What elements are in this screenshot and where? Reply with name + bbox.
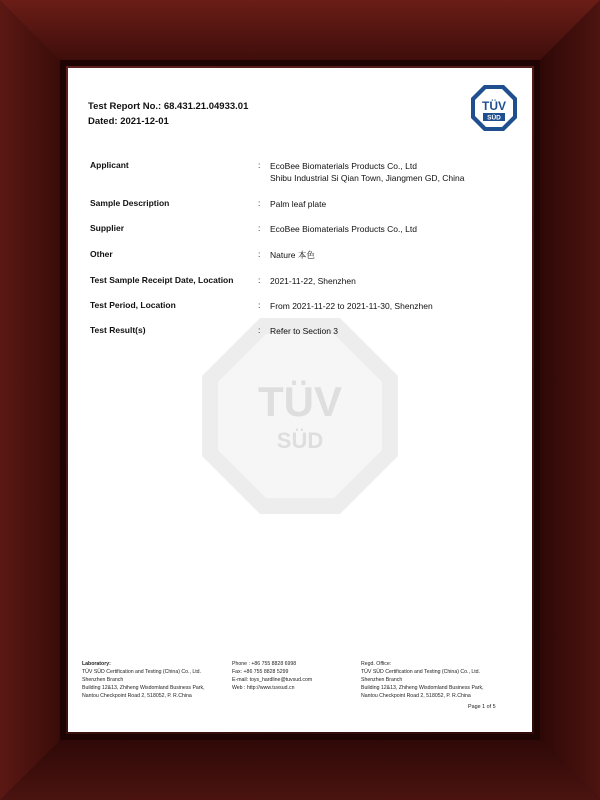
footer-line: Nantou Checkpoint Road 2, 518052, P. R.China [361,693,471,699]
value-line: EcoBee Biomaterials Products Co., Ltd [270,224,417,234]
footer-line: Building 12&13, Zhiheng Wisdomland Business Park, [361,685,484,691]
field-value [270,249,315,261]
field-colon: : [258,223,261,233]
watermark-bottom-text: SÜD [276,428,324,453]
field-label: Sample Description [90,198,170,208]
value-line: From 2021-11-22 to 2021-11-30, Shenzhen [270,301,433,311]
field-label: Applicant [90,160,129,170]
certificate-page [68,68,532,732]
page-number: Page 1 of 5 [468,704,496,710]
footer-line: Shenzhen Branch [82,677,124,683]
frame-bevel-bottom [0,740,600,800]
field-value [270,275,356,287]
footer-heading: Laboratory: [82,661,111,667]
footer-contact [232,660,312,692]
watermark-top-text: TÜV [258,378,342,425]
logo-bottom-text: SÜD [487,114,501,122]
frame-bevel-left [0,0,60,800]
field-label: Test Period, Location [90,300,176,310]
field-label: Other [90,249,113,259]
footer-web-link[interactable]: Web : http://www.tuvsud.cn [232,685,295,691]
footer-email-link[interactable]: E-mail: toys_hardline@tuvsud.com [232,677,313,683]
value-line: EcoBee Biomaterials Products Co., Ltd [270,161,417,171]
footer-heading: Regd. Office: [361,661,392,667]
field-value [270,300,433,312]
frame-bevel-right [540,0,600,800]
value-line: 2021-11-22, Shenzhen [270,276,356,286]
field-colon: : [258,198,261,208]
tuv-sud-logo [470,84,518,132]
field-colon: : [258,160,261,170]
tuv-sud-watermark [200,316,400,516]
footer-line: Building 12&13, Zhiheng Wisdomland Business Park, [82,685,205,691]
field-value [270,223,417,235]
field-colon: : [258,275,261,285]
footer-line: TÜV SÜD Certification and Testing (China) Co., Ltd. [361,669,480,675]
logo-top-text: TÜV [482,99,506,113]
footer-office [361,660,484,700]
frame-bevel-top [0,0,600,60]
field-colon: : [258,300,261,310]
footer-line: Nantou Checkpoint Road 2, 518052, P. R.China [82,693,192,699]
footer-phone: Phone : +86 755 8828 6998 [232,661,297,667]
field-label: Test Sample Receipt Date, Location [90,275,234,285]
field-value [270,160,465,184]
report-number: Test Report No.: 68.431.21.04933.01 [88,101,249,112]
footer-line: TÜV SÜD Certification and Testing (China) Co., Ltd. [82,669,201,675]
value-line: Refer to Section 3 [270,326,339,336]
value-line: Shibu Industrial Si Qian Town, Jiangmen GD, China [270,173,465,183]
field-label: Test Result(s) [90,325,146,335]
value-line: Nature 本色 [270,250,315,260]
report-date: Dated: 2021-12-01 [88,116,169,127]
footer-line: Shenzhen Branch [361,677,403,683]
footer-laboratory [82,660,205,700]
field-colon: : [258,249,261,259]
value-line: Palm leaf plate [270,199,327,209]
field-value [270,198,326,210]
footer-fax: Fax: +86 755 8828 5299 [232,669,289,675]
field-colon: : [258,325,261,335]
field-label: Supplier [90,223,125,233]
field-value [270,325,338,337]
